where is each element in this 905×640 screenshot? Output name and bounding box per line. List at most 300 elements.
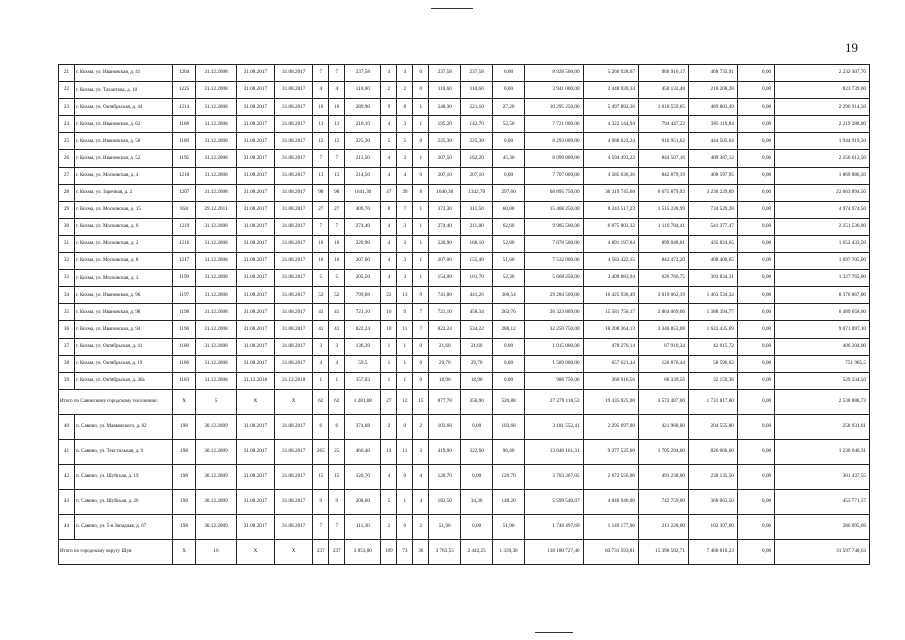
cell-c2: 15 <box>329 464 345 489</box>
cell-s1: 1 748 497,69 <box>525 514 584 539</box>
table-row <box>59 253 870 270</box>
cell-id: 198 <box>172 464 195 489</box>
cell-a4: 297,60 <box>493 184 525 201</box>
cell-d2: 31.08.2017 <box>236 65 274 82</box>
cell-d2: 31.08.2017 <box>236 99 274 116</box>
cell-a4: 27,20 <box>493 99 525 116</box>
cell-p2: 13 <box>397 287 413 304</box>
cell-s6: 258 931,61 <box>775 414 870 439</box>
cell-a2: 207,00 <box>429 253 461 270</box>
cell-addr: г. Кохма, ул. Октябрьская, д. 41 <box>74 338 172 355</box>
cell-a3: 458,34 <box>461 304 493 321</box>
cell-d2: 31.08.2017 <box>236 167 274 184</box>
cell-id: 1195 <box>172 150 195 167</box>
cell-a4: 51,90 <box>493 514 525 539</box>
cell-s4: 303 834,31 <box>688 270 737 287</box>
cell-id: 1218 <box>172 167 195 184</box>
cell-s3: 3 346 853,08 <box>638 321 688 338</box>
cell-s1: 5 599 540,07 <box>525 489 584 514</box>
cell-s5: 0,00 <box>737 201 774 218</box>
cell-s4: 489 883,49 <box>688 99 737 116</box>
cell-c2: 27 <box>329 201 345 218</box>
cell-s2: 4 322 144,94 <box>583 116 638 133</box>
total-cell-a3: 356,90 <box>461 389 493 414</box>
cell-p1: 4 <box>381 150 397 167</box>
cell-a2: 220,90 <box>429 235 461 252</box>
cell-d2: 31.08.2017 <box>236 235 274 252</box>
cell-d1: 30.12.2009 <box>196 464 236 489</box>
cell-c2: 7 <box>329 218 345 235</box>
cell-d3: 31.08.2017 <box>275 321 313 338</box>
cell-s6: 2 219 288,00 <box>775 116 870 133</box>
total-cell-a4: 1 339,30 <box>493 539 525 564</box>
cell-c1: 41 <box>313 321 329 338</box>
cell-p2: 2 <box>397 82 413 99</box>
total-label: Итого по городскому округу Шуя <box>59 539 173 564</box>
cell-c2: 3 <box>329 338 345 355</box>
cell-s5: 0,00 <box>737 439 774 464</box>
cell-s1: 10 295 250,00 <box>525 99 584 116</box>
cell-p3: 0 <box>413 338 429 355</box>
cell-p2: 1 <box>397 355 413 372</box>
cell-s4: 218 208,28 <box>688 82 737 99</box>
cell-a3: 0,00 <box>461 414 493 439</box>
cell-p1: 1 <box>381 355 397 372</box>
cell-d1: 31.12.2008 <box>196 270 236 287</box>
cell-s6: 22 663 894,50 <box>775 184 870 201</box>
total-cell-s1: 138 180 727,40 <box>525 539 584 564</box>
cell-s2: 1 149 177,00 <box>583 514 638 539</box>
cell-d2: 31.08.2017 <box>236 304 274 321</box>
cell-n: 21 <box>59 65 75 82</box>
cell-s1: 7 721 000,00 <box>525 116 584 133</box>
cell-s1: 7 707 000,00 <box>525 167 584 184</box>
cell-p2: 4 <box>397 167 413 184</box>
cell-n: 33 <box>59 270 75 287</box>
total-cell-c1: 237 <box>313 539 329 564</box>
cell-p3: 0 <box>413 133 429 150</box>
total-cell-s4: 1 731 817,80 <box>688 389 737 414</box>
cell-s3: 626 766,75 <box>638 270 688 287</box>
cell-p2: 0 <box>397 414 413 439</box>
cell-p2: 0 <box>397 514 413 539</box>
cell-a4: 52,30 <box>493 270 525 287</box>
total-cell-p1: 109 <box>381 539 397 564</box>
cell-d2: 31.12.2018 <box>236 372 274 389</box>
cell-id: 1204 <box>172 65 195 82</box>
cell-s3: 1 705 294,00 <box>638 439 688 464</box>
cell-addr: г. Кохма, ул. Октябрьская, д. 44 <box>74 99 172 116</box>
cell-a2: 741,80 <box>429 287 461 304</box>
cell-s3: 794 447,22 <box>638 116 688 133</box>
total-cell-s2: 19 435 925,00 <box>583 389 638 414</box>
cell-p2: 3 <box>397 270 413 287</box>
cell-addr: п. Савино, ул. Маяковского, д. 82 <box>74 414 172 439</box>
cell-c2: 16 <box>329 253 345 270</box>
cell-p2: 3 <box>397 218 413 235</box>
cell-s2: 8 243 517,23 <box>583 201 638 218</box>
cell-s3: 966 916,17 <box>638 65 688 82</box>
cell-addr: г. Кохма, ул. Московская, д. 4 <box>74 167 172 184</box>
cell-p3: 1 <box>413 253 429 270</box>
top-rule <box>431 8 473 9</box>
cell-a2: 110,60 <box>429 82 461 99</box>
cell-s3: 1 515 228,99 <box>638 201 688 218</box>
cell-a3: 101,70 <box>461 270 493 287</box>
cell-s5: 0,00 <box>737 218 774 235</box>
cell-s1: 3 941 000,00 <box>525 82 584 99</box>
cell-d1: 31.12.2008 <box>196 372 236 389</box>
cell-s2: 360 916,56 <box>583 372 638 389</box>
cell-p3: 1 <box>413 116 429 133</box>
cell-s3: 66 339,56 <box>638 372 688 389</box>
cell-c2: 1 <box>329 372 345 389</box>
cell-d1: 31.12.2008 <box>196 321 236 338</box>
cell-a3: 211,80 <box>461 218 493 235</box>
cell-s4: 1 463 534,32 <box>688 287 737 304</box>
cell-s1: 9 985 500,00 <box>525 218 584 235</box>
cell-d1: 31.12.2008 <box>196 167 236 184</box>
cell-c1: 13 <box>313 167 329 184</box>
cell-id: 1186 <box>172 355 195 372</box>
cell-c2: 25 <box>329 439 345 464</box>
cell-id: 1207 <box>172 184 195 201</box>
cell-s4: 408 597,95 <box>688 167 737 184</box>
cell-a1: 208,60 <box>345 489 381 514</box>
cell-a2: 721,10 <box>429 304 461 321</box>
cell-a3: 207,10 <box>461 167 493 184</box>
cell-p3: 1 <box>413 99 429 116</box>
cell-a3: 237,58 <box>461 65 493 82</box>
cell-a1: 721,10 <box>345 304 381 321</box>
cell-d3: 31.08.2017 <box>275 184 313 201</box>
table-row <box>59 184 870 201</box>
table-row <box>59 150 870 167</box>
cell-c1: 16 <box>313 253 329 270</box>
cell-d2: 31.08.2017 <box>236 439 274 464</box>
cell-s4: 42 615,72 <box>688 338 737 355</box>
cell-c2: 41 <box>329 304 345 321</box>
cell-c2: 4 <box>329 82 345 99</box>
cell-c2: 41 <box>329 321 345 338</box>
cell-a2: 372,30 <box>429 201 461 218</box>
cell-p2: 1 <box>397 372 413 389</box>
cell-c1: 7 <box>313 218 329 235</box>
cell-d1: 31.12.2008 <box>196 253 236 270</box>
cell-addr: г. Кохма, ул. Заречная, д. 2 <box>74 184 172 201</box>
cell-p1: 4 <box>381 218 397 235</box>
cell-s2: 6 075 802,32 <box>583 218 638 235</box>
cell-a2: 225,30 <box>429 133 461 150</box>
cell-a2: 248,30 <box>429 99 461 116</box>
total-cell-id: 16 <box>196 539 236 564</box>
cell-c1: 27 <box>313 201 329 218</box>
cell-p3: 1 <box>413 201 429 218</box>
total-cell-p2: 12 <box>397 389 413 414</box>
cell-s6: 1 697 705,00 <box>775 253 870 270</box>
housing-register-table <box>58 64 870 565</box>
table-row <box>59 464 870 489</box>
cell-id: 198 <box>172 514 195 539</box>
cell-p3: 0 <box>413 372 429 389</box>
cell-s5: 0,00 <box>737 338 774 355</box>
cell-s1: 3 181 552,41 <box>525 414 584 439</box>
cell-addr: г. Кохма, ул. Московская, д. 8 <box>74 253 172 270</box>
cell-a1: 211,50 <box>345 150 381 167</box>
cell-n: 35 <box>59 304 75 321</box>
cell-d3: 31.08.2017 <box>275 65 313 82</box>
cell-a2: 237,58 <box>429 65 461 82</box>
cell-d2: 31.08.2017 <box>236 489 274 514</box>
cell-p3: 0 <box>413 167 429 184</box>
cell-c1: 9 <box>313 489 329 514</box>
cell-id: 1188 <box>172 116 195 133</box>
cell-c1: 10 <box>313 235 329 252</box>
cell-p1: 4 <box>381 464 397 489</box>
cell-s5: 0,00 <box>737 99 774 116</box>
cell-s4: 238 135,50 <box>688 464 737 489</box>
cell-s4: 1 622 435,69 <box>688 321 737 338</box>
cell-s2: 4 583 422,15 <box>583 253 638 270</box>
cell-a1: 157,03 <box>345 372 381 389</box>
cell-a1: 210,10 <box>345 116 381 133</box>
cell-s2: 4 891 197,84 <box>583 235 638 252</box>
cell-a4: 0,00 <box>493 338 525 355</box>
table-row <box>59 82 870 99</box>
cell-s4: 435 824,65 <box>688 235 737 252</box>
cell-s1: 988 750,00 <box>525 372 584 389</box>
cell-a1: 220,90 <box>345 235 381 252</box>
cell-d3: 31.08.2017 <box>275 464 313 489</box>
cell-n: 40 <box>59 414 75 439</box>
cell-s6: 1 236 646,31 <box>775 439 870 464</box>
cell-n: 41 <box>59 439 75 464</box>
cell-s5: 0,00 <box>737 321 774 338</box>
cell-a2: 274,40 <box>429 218 461 235</box>
cell-p2: 9 <box>397 304 413 321</box>
cell-a1: 120,70 <box>345 464 381 489</box>
cell-d2: 31.08.2017 <box>236 338 274 355</box>
cell-p1: 4 <box>381 167 397 184</box>
cell-d3: 31.12.2018 <box>275 372 313 389</box>
cell-d3: 31.08.2017 <box>275 514 313 539</box>
cell-a2: 195,20 <box>429 116 461 133</box>
cell-a3: 322,60 <box>461 439 493 464</box>
cell-d3: 31.08.2017 <box>275 235 313 252</box>
total-cell-id: 5 <box>196 389 236 414</box>
cell-s5: 0,00 <box>737 253 774 270</box>
cell-a3: 21,60 <box>461 338 493 355</box>
cell-a2: 18,90 <box>429 372 461 389</box>
cell-p1: 1 <box>381 338 397 355</box>
cell-n: 30 <box>59 218 75 235</box>
cell-id: 1199 <box>172 270 195 287</box>
cell-s4: 734 529,28 <box>688 201 737 218</box>
total-cell-s2: 83 731 593,81 <box>583 539 638 564</box>
cell-s2: 5 497 892,36 <box>583 99 638 116</box>
cell-s4: 1 388 394,77 <box>688 304 737 321</box>
cell-s2: 2 295 697,00 <box>583 414 638 439</box>
cell-d2: 31.08.2017 <box>236 201 274 218</box>
cell-a1: 274,40 <box>345 218 381 235</box>
cell-d1: 31.12.2008 <box>196 150 236 167</box>
cell-p1: 2 <box>381 514 397 539</box>
cell-addr: г. Кохма, ул. Московская, д. 15 <box>74 201 172 218</box>
total-cell-s5: 0,00 <box>737 539 774 564</box>
cell-a2: 29,70 <box>429 355 461 372</box>
cell-d1: 30.12.2009 <box>196 489 236 514</box>
cell-a3: 29,70 <box>461 355 493 372</box>
table-row <box>59 65 870 82</box>
cell-s6: 2 232 307,70 <box>775 65 870 82</box>
cell-a1: 409,70 <box>345 201 381 218</box>
cell-a3: 534,22 <box>461 321 493 338</box>
cell-s6: 1 869 886,50 <box>775 167 870 184</box>
cell-p3: 1 <box>413 218 429 235</box>
cell-addr: п. Савино, ул. Шуйская, д. 19 <box>74 464 172 489</box>
cell-d2: 31.08.2017 <box>236 150 274 167</box>
cell-c2: 13 <box>329 167 345 184</box>
cell-s1: 7 878 500,00 <box>525 235 584 252</box>
table-row <box>59 167 870 184</box>
cell-p1: 14 <box>381 439 397 464</box>
cell-a3: 311,50 <box>461 201 493 218</box>
cell-d3: 31.08.2017 <box>275 218 313 235</box>
cell-addr: г. Кохма, ул. Тахантова, д. 10 <box>74 82 172 99</box>
cell-id: 1196 <box>172 321 195 338</box>
total-cell-s4: 7 460 810,23 <box>688 539 737 564</box>
cell-n: 43 <box>59 489 75 514</box>
cell-s3: 842 879,19 <box>638 167 688 184</box>
cell-s3: 450 132,48 <box>638 82 688 99</box>
cell-a1: 799,08 <box>345 287 381 304</box>
total-cell-n: X <box>172 389 195 414</box>
cell-a1: 110,60 <box>345 82 381 99</box>
cell-c1: 1 <box>313 372 329 389</box>
cell-a3: 168,10 <box>461 235 493 252</box>
cell-s1: 5 668 250,00 <box>525 270 584 287</box>
cell-d1: 30.12.2009 <box>196 414 236 439</box>
cell-s2: 15 581 756,17 <box>583 304 638 321</box>
cell-s5: 0,00 <box>737 150 774 167</box>
total-cell-d2: X <box>236 389 274 414</box>
cell-a3: 441,26 <box>461 287 493 304</box>
cell-id: 1183 <box>172 372 195 389</box>
cell-d3: 31.08.2017 <box>275 304 313 321</box>
cell-s4: 409 387,12 <box>688 150 737 167</box>
cell-s2: 36 319 745,68 <box>583 184 638 201</box>
cell-id: 1214 <box>172 99 195 116</box>
cell-a2: 207,10 <box>429 167 461 184</box>
cell-s5: 0,00 <box>737 133 774 150</box>
cell-s6: 286 095,69 <box>775 514 870 539</box>
cell-p3: 2 <box>413 414 429 439</box>
cell-p3: 9 <box>413 287 429 304</box>
cell-a2: 822,24 <box>429 321 461 338</box>
total-cell-c1: 62 <box>313 389 329 414</box>
cell-p3: 2 <box>413 514 429 539</box>
cell-a1: 466,40 <box>345 439 381 464</box>
cell-id: 198 <box>172 489 195 514</box>
cell-addr: г. Кохма, ул. Московская, д. 3 <box>74 270 172 287</box>
cell-n: 31 <box>59 235 75 252</box>
cell-p2: 3 <box>397 116 413 133</box>
cell-c1: 6 <box>313 414 329 439</box>
cell-c1: 4 <box>313 355 329 372</box>
cell-p1: 4 <box>381 253 397 270</box>
cell-s1: 13 046 161,31 <box>525 439 584 464</box>
cell-a1: 374,68 <box>345 414 381 439</box>
cell-s4: 204 555,80 <box>688 414 737 439</box>
cell-s6: 2 250 612,50 <box>775 150 870 167</box>
cell-c1: 16 <box>313 99 329 116</box>
cell-s5: 0,00 <box>737 372 774 389</box>
cell-a4: 0,00 <box>493 372 525 389</box>
cell-s6: 9 071 097,10 <box>775 321 870 338</box>
total-cell-s3: 3 572 487,00 <box>638 389 688 414</box>
cell-s1: 1 589 000,00 <box>525 355 584 372</box>
cell-n: 25 <box>59 133 75 150</box>
cell-a2: 21,60 <box>429 338 461 355</box>
cell-s3: 916 951,62 <box>638 133 688 150</box>
cell-s3: 1 010 559,65 <box>638 99 688 116</box>
cell-a4: 0,00 <box>493 355 525 372</box>
cell-p2: 11 <box>397 439 413 464</box>
cell-s3: 899 048,01 <box>638 235 688 252</box>
cell-a4: 103,68 <box>493 414 525 439</box>
cell-d1: 31.12.2008 <box>196 338 236 355</box>
cell-a3: 110,60 <box>461 82 493 99</box>
cell-a3: 34,30 <box>461 489 493 514</box>
cell-p2: 1 <box>397 489 413 514</box>
cell-s5: 0,00 <box>737 184 774 201</box>
cell-a2: 154,00 <box>429 270 461 287</box>
total-cell-p3: 15 <box>413 389 429 414</box>
cell-s1: 3 703 367,05 <box>525 464 584 489</box>
cell-p3: 4 <box>413 464 429 489</box>
cell-c1: 7 <box>313 65 329 82</box>
cell-a4: 52,50 <box>493 116 525 133</box>
cell-addr: г. Кохма, ул. Московская, д. 2 <box>74 235 172 252</box>
cell-addr: г. Кохма, ул. Ивановская, д. 96 <box>74 287 172 304</box>
cell-n: 42 <box>59 464 75 489</box>
table-row <box>59 99 870 116</box>
cell-d1: 30.12.2009 <box>196 514 236 539</box>
total-cell-p3: 36 <box>413 539 429 564</box>
cell-s4: 826 666,00 <box>688 439 737 464</box>
cell-d1: 31.12.2008 <box>196 65 236 82</box>
cell-s5: 0,00 <box>737 414 774 439</box>
cell-a4: 288,12 <box>493 321 525 338</box>
cell-p1: 47 <box>381 184 397 201</box>
cell-a4: 120,70 <box>493 464 525 489</box>
cell-d2: 31.08.2017 <box>236 133 274 150</box>
cell-a3: 142,70 <box>461 116 493 133</box>
cell-s6: 455 771,57 <box>775 489 870 514</box>
cell-d2: 31.08.2017 <box>236 82 274 99</box>
cell-p3: 7 <box>413 304 429 321</box>
cell-p2: 8 <box>397 99 413 116</box>
cell-s4: 32 159,38 <box>688 372 737 389</box>
cell-id: 1216 <box>172 235 195 252</box>
bottom-rule <box>535 632 573 633</box>
cell-s2: 18 208 364,13 <box>583 321 638 338</box>
table-row <box>59 304 870 321</box>
cell-s5: 0,00 <box>737 270 774 287</box>
cell-s5: 0,00 <box>737 82 774 99</box>
cell-d3: 31.08.2017 <box>275 150 313 167</box>
table-row <box>59 201 870 218</box>
